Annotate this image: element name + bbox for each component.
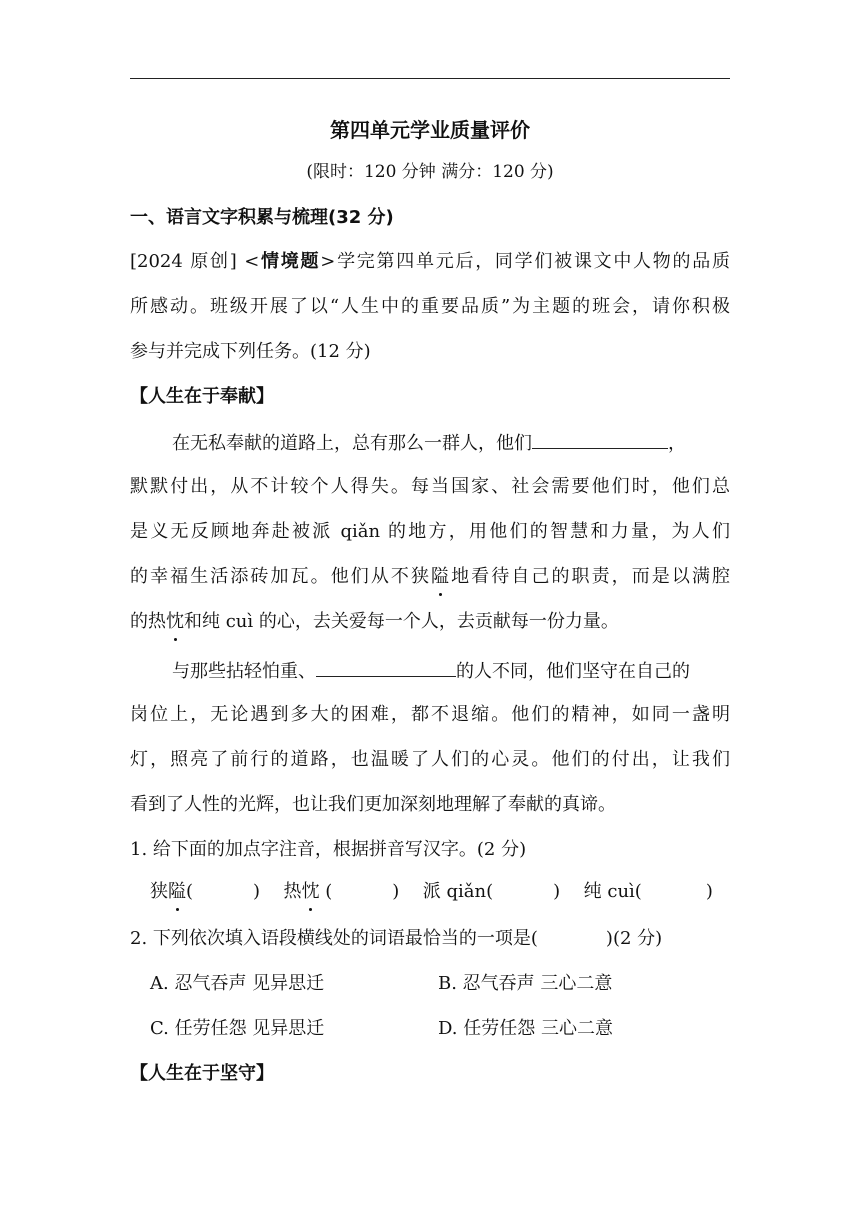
q1-text: 纯 cuì(: [583, 881, 642, 902]
q2-text: )(2 分): [605, 928, 663, 949]
dotted-char: 隘: [168, 881, 186, 902]
passage-2-line-2: 岗位上，无论遇到多大的困难，都不退缩。他们的精神，如同一盏明: [130, 704, 730, 725]
page-title: 第四单元学业质量评价: [330, 118, 530, 142]
passage-1-line-4: [130, 565, 730, 589]
passage-text: 与那些拈轻怕重、: [172, 661, 316, 682]
intro-rest: >学完第四单元后，同学们被课文中人物的品质: [320, 251, 730, 272]
part-heading-dedication: 【人生在于奉献】: [130, 386, 274, 407]
dotted-char: 隘: [431, 566, 450, 587]
passage-text: 的人不同，他们坚守在自己的: [456, 661, 690, 682]
q1-item-2: [284, 881, 400, 902]
answer-blank-1[interactable]: [532, 430, 668, 449]
passage-text: 地看待自己的职责，而是以满腔: [449, 566, 731, 587]
passage-text: 的热: [130, 611, 166, 632]
q1-text: (: [186, 881, 194, 902]
intro-line-1: [130, 250, 730, 274]
q1-item-4: [584, 881, 713, 902]
q1-text: (: [319, 881, 333, 902]
option-b[interactable]: B. 忍气吞声 三心二意: [438, 973, 613, 994]
passage-2-line-1: [172, 658, 690, 684]
option-d[interactable]: D. 任劳任怨 三心二意: [438, 1018, 613, 1039]
passage-1-line-3: 是义无反顾地奔赴被派 qiǎn 的地方，用他们的智慧和力量，为人们: [130, 521, 730, 542]
section-heading: 一、语言文字积累与梳理(32 分): [130, 207, 394, 228]
intro-line-3: 参与并完成下列任务。(12 分): [130, 341, 371, 362]
top-rule: [130, 78, 730, 79]
option-a[interactable]: A. 忍气吞声 见异思迁: [150, 973, 325, 994]
passage-1-line-5: [130, 610, 619, 634]
dotted-char: 忱: [301, 881, 320, 902]
q1-text: ): [253, 881, 261, 902]
passage-text: 的幸福生活添砖加瓦。他们从不狭: [130, 566, 432, 587]
q1-item-1: [150, 881, 260, 902]
q1-text: 狭: [150, 881, 168, 902]
q1-text: ): [553, 881, 561, 902]
time-score-line: (限时：120 分钟 满分：120 分): [306, 162, 554, 182]
answer-blank-2[interactable]: [316, 658, 456, 677]
passage-2-line-3: 灯，照亮了前行的道路，也温暖了人们的心灵。他们的付出，让我们: [130, 749, 730, 770]
intro-prefix: [2024 原创] <: [130, 251, 260, 272]
passage-1-line-2: 默默付出，从不计较个人得失。每当国家、社会需要他们时，他们总: [130, 476, 730, 497]
situation-tag: 情境题: [259, 251, 321, 272]
passage-text: 和纯 cuì 的心，去关爱每一个人，去贡献每一份力量。: [184, 611, 619, 632]
passage-text: ，: [668, 433, 686, 454]
q1-text: 派 qiǎn(: [422, 881, 494, 902]
question-2-stem: [130, 927, 662, 951]
q1-text: 热: [283, 881, 302, 902]
intro-line-2: 所感动。班级开展了以“人生中的重要品质”为主题的班会，请你积极: [130, 296, 730, 317]
passage-text: 在无私奉献的道路上，总有那么一群人，他们: [172, 433, 532, 454]
q1-text: ): [392, 881, 400, 902]
option-c[interactable]: C. 任劳任怨 见异思迁: [150, 1018, 325, 1039]
passage-1-line-1: [172, 430, 686, 456]
passage-2-line-4: 看到了人性的光辉，也让我们更加深刻地理解了奉献的真谛。: [130, 794, 616, 815]
dotted-char: 忱: [166, 611, 184, 632]
q1-item-3: [423, 881, 560, 902]
q1-text: ): [705, 881, 713, 902]
q2-text: 2. 下列依次填入语段横线处的词语最恰当的一项是(: [130, 928, 538, 949]
part-heading-perseverance: 【人生在于坚守】: [130, 1063, 274, 1084]
question-1-items: [150, 880, 713, 904]
question-1-stem: 1. 给下面的加点字注音，根据拼音写汉字。(2 分): [130, 839, 527, 860]
